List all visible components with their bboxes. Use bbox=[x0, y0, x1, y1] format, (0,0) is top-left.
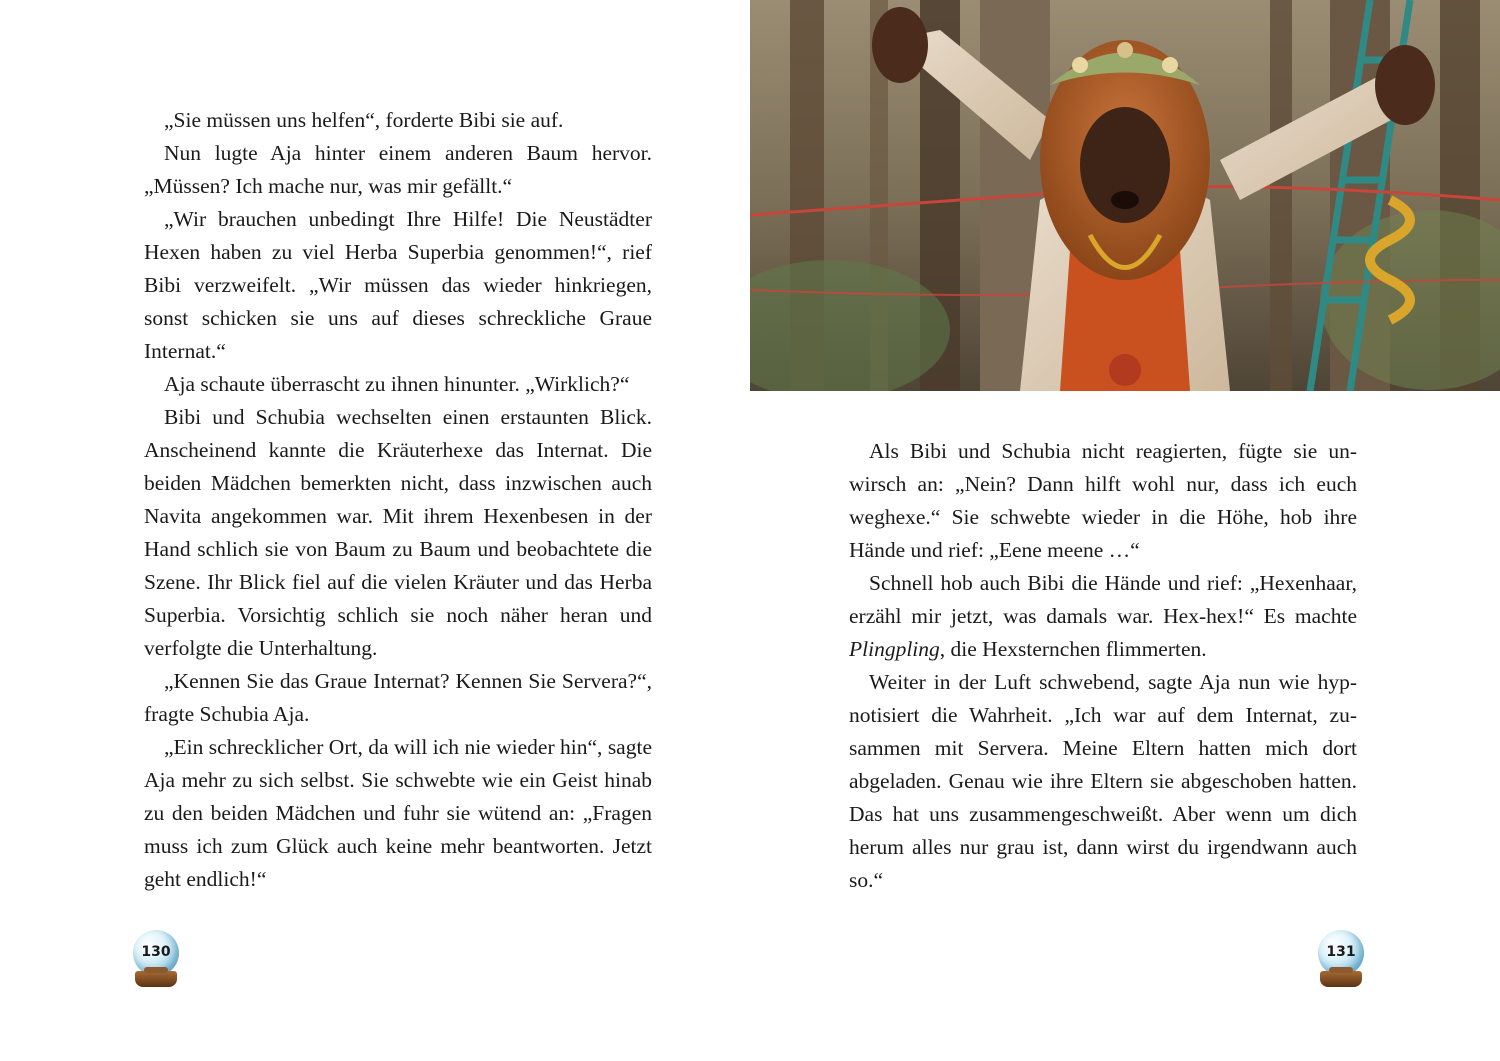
paragraph: Bibi und Schubia wechselten einen erstaunten Blick. Anscheinend kannte die Kräuterhexe das Internat. Die beiden Mädchen bemerkten nicht, dass inzwischen auch Navita angekommen war. Mit ihrem Hexenbesen in der Hand schlich sie von Baum zu Baum und beobachtete die Szene. Ihr Blick fiel auf die vielen Kräuter und das Herba Superbia. Vorsichtig schlich sie noch näher heran und verfolgte die Unterhaltung. bbox=[144, 405, 652, 660]
page-number: 130 bbox=[141, 944, 171, 960]
text-run: Schnell hob auch Bibi die Hände und rief: „Hexenhaar, erzähl mir jetzt, was damals war. Hex-hex!“ Es machte bbox=[849, 571, 1357, 628]
paragraph: „Sie müssen uns helfen“, forderte Bibi sie auf. bbox=[164, 108, 564, 132]
paragraph bbox=[849, 567, 1357, 666]
page-number-badge bbox=[1316, 930, 1366, 990]
paragraph: „Kennen Sie das Graue Internat? Kennen Sie Servera?“, fragte Schubia Aja. bbox=[144, 669, 652, 726]
paragraph: Als Bibi und Schubia nicht reagierten, fügte sie unwirsch an: „Nein? Dann hilft wohl nur, dass ich euch weghexe.“ Sie schwebte wieder in die Höhe, hob ihre Hände und rief: „Eene meene …“ bbox=[849, 439, 1357, 562]
page-number: 131 bbox=[1326, 944, 1356, 960]
crystal-ball-stand bbox=[1320, 971, 1362, 987]
paragraph: Nun lugte Aja hinter einem anderen Baum hervor. „Müssen? Ich mache nur, was mir gefällt.“ bbox=[144, 141, 652, 198]
forest-witch-photo bbox=[750, 0, 1500, 391]
paragraph: „Ein schrecklicher Ort, da will ich nie wieder hin“, sagte Aja mehr zu sich selbst. Sie schwebte wie ein Geist hinab zu den beiden Mädchen und fuhr sie wütend an: „Fragen muss ich zum Glück auch keine mehr beantworten. Jetzt geht endlich!“ bbox=[144, 735, 652, 891]
photo-illustration bbox=[750, 0, 1500, 391]
crystal-ball-stand bbox=[135, 971, 177, 987]
paragraph: Weiter in der Luft schwebend, sagte Aja nun wie hypnotisiert die Wahrheit. „Ich war auf dem Internat, zusammen mit Servera. Meine Eltern hatten mich dort abgeladen. Genau wie ihre Eltern sie abgeschoben hatten. Das hat uns zusammengeschweißt. Aber wenn um dich herum alles nur grau ist, dann wirst du irgendwann auch so.“ bbox=[849, 670, 1357, 892]
text-run: , die Hexsternchen flimmerten. bbox=[939, 637, 1207, 661]
italic-text: Plingpling bbox=[849, 637, 940, 661]
paragraph: „Wir brauchen unbedingt Ihre Hilfe! Die Neustädter Hexen haben zu viel Herba Superbia genommen!“, rief Bibi verzweifelt. „Wir müssen das wieder hinkriegen, sonst schicken sie uns auf dieses schreckliche Graue Internat.“ bbox=[144, 207, 652, 363]
right-page bbox=[750, 0, 1500, 1061]
right-page-text bbox=[849, 435, 1357, 897]
page-number-badge bbox=[131, 930, 181, 990]
left-page-text bbox=[144, 104, 652, 896]
paragraph: Aja schaute überrascht zu ihnen hinunter. „Wirklich?“ bbox=[164, 372, 630, 396]
